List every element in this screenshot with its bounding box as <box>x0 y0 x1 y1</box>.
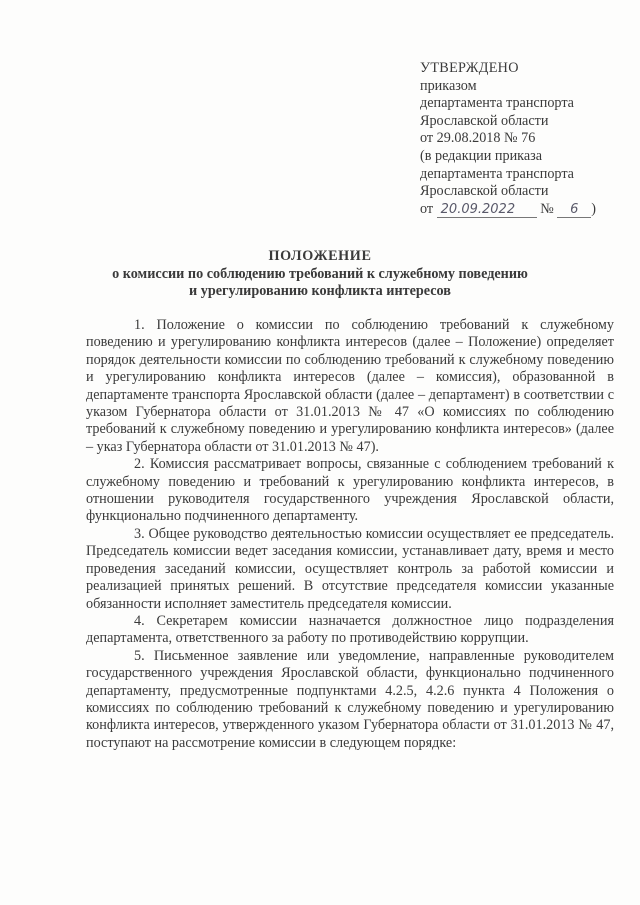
approval-line: (в редакции приказа <box>420 147 543 164</box>
document-title <box>60 248 580 301</box>
approval-heading: УТВЕРЖДЕНО <box>420 60 519 76</box>
paragraph-4: 4. Секретарем комиссии назначается должностное лицо подразделения департамента, ответственного за работу по противодействию коррупции. <box>86 612 614 647</box>
handwritten-date: 20.09.2022 <box>437 203 537 218</box>
amendment-line <box>420 201 630 219</box>
title-main: ПОЛОЖЕНИЕ <box>268 248 372 264</box>
approval-stamp <box>420 60 630 218</box>
amend-close: ) <box>591 200 597 217</box>
amend-number-label: № <box>540 200 554 217</box>
title-sub-1: о комиссии по соблюдению требований к служебному поведению <box>112 265 528 282</box>
approval-line: департамента транспорта <box>420 165 574 182</box>
approval-line: Ярославской области <box>420 112 549 129</box>
title-sub-2: и урегулированию конфликта интересов <box>189 283 451 299</box>
paragraph-2: 2. Комиссия рассматривает вопросы, связанные с соблюдением требований к служебному поведению и требований к урегулированию конфликта интересов, в отношении руководителя государственного учреждения Ярославской области, функционально подчиненного департаменту. <box>86 456 614 525</box>
paragraph-5: 5. Письменное заявление или уведомление, направленные руководителем государственного учреждения Ярославской области, функционально подчиненного департаменту, предусмотренные подпунктами 4.2.5, 4.2.6 пункта 4 Положения о комиссиях по соблюдению требований к служебному поведению и урегулированию конфликта интересов, утвержденного указом Губернатора области от 31.01.2013 № 47, поступают на рассмотрение комиссии в следующем порядке: <box>86 647 614 751</box>
paragraph-3: 3. Общее руководство деятельностью комиссии осуществляет ее председатель. Председатель комиссии ведет заседания комиссии, устанавливает дату, время и место проведения заседаний комиссии, осуществляет контроль за работой комиссии и реализацией принятых решений. В отсутствие председателя комиссии указанные обязанности исполняет заместитель председателя комиссии. <box>86 525 614 612</box>
approval-line: приказом <box>420 77 477 94</box>
paragraph-1: 1. Положение о комиссии по соблюдению требований к служебному поведению и урегулированию конфликта интересов (далее – Положение) определяет порядок деятельности комиссии по соблюдению требований к служебному поведению и урегулированию конфликта интересов (далее – комиссия), образованной в департаменте транспорта Ярославской области (далее – департамент) в соответствии с указом Губернатора области от 31.01.2013 № 47 «О комиссиях по соблюдению требований к служебному поведению и урегулированию конфликта интересов» (далее – указ Губернатора области от 31.01.2013 № 47). <box>86 317 614 455</box>
handwritten-number: 6 <box>557 203 591 218</box>
approval-line: от 29.08.2018 № 76 <box>420 130 536 147</box>
approval-line: Ярославской области <box>420 183 549 200</box>
document-body <box>86 317 614 752</box>
approval-line: департамента транспорта <box>420 95 574 112</box>
amend-prefix: от <box>420 200 434 217</box>
